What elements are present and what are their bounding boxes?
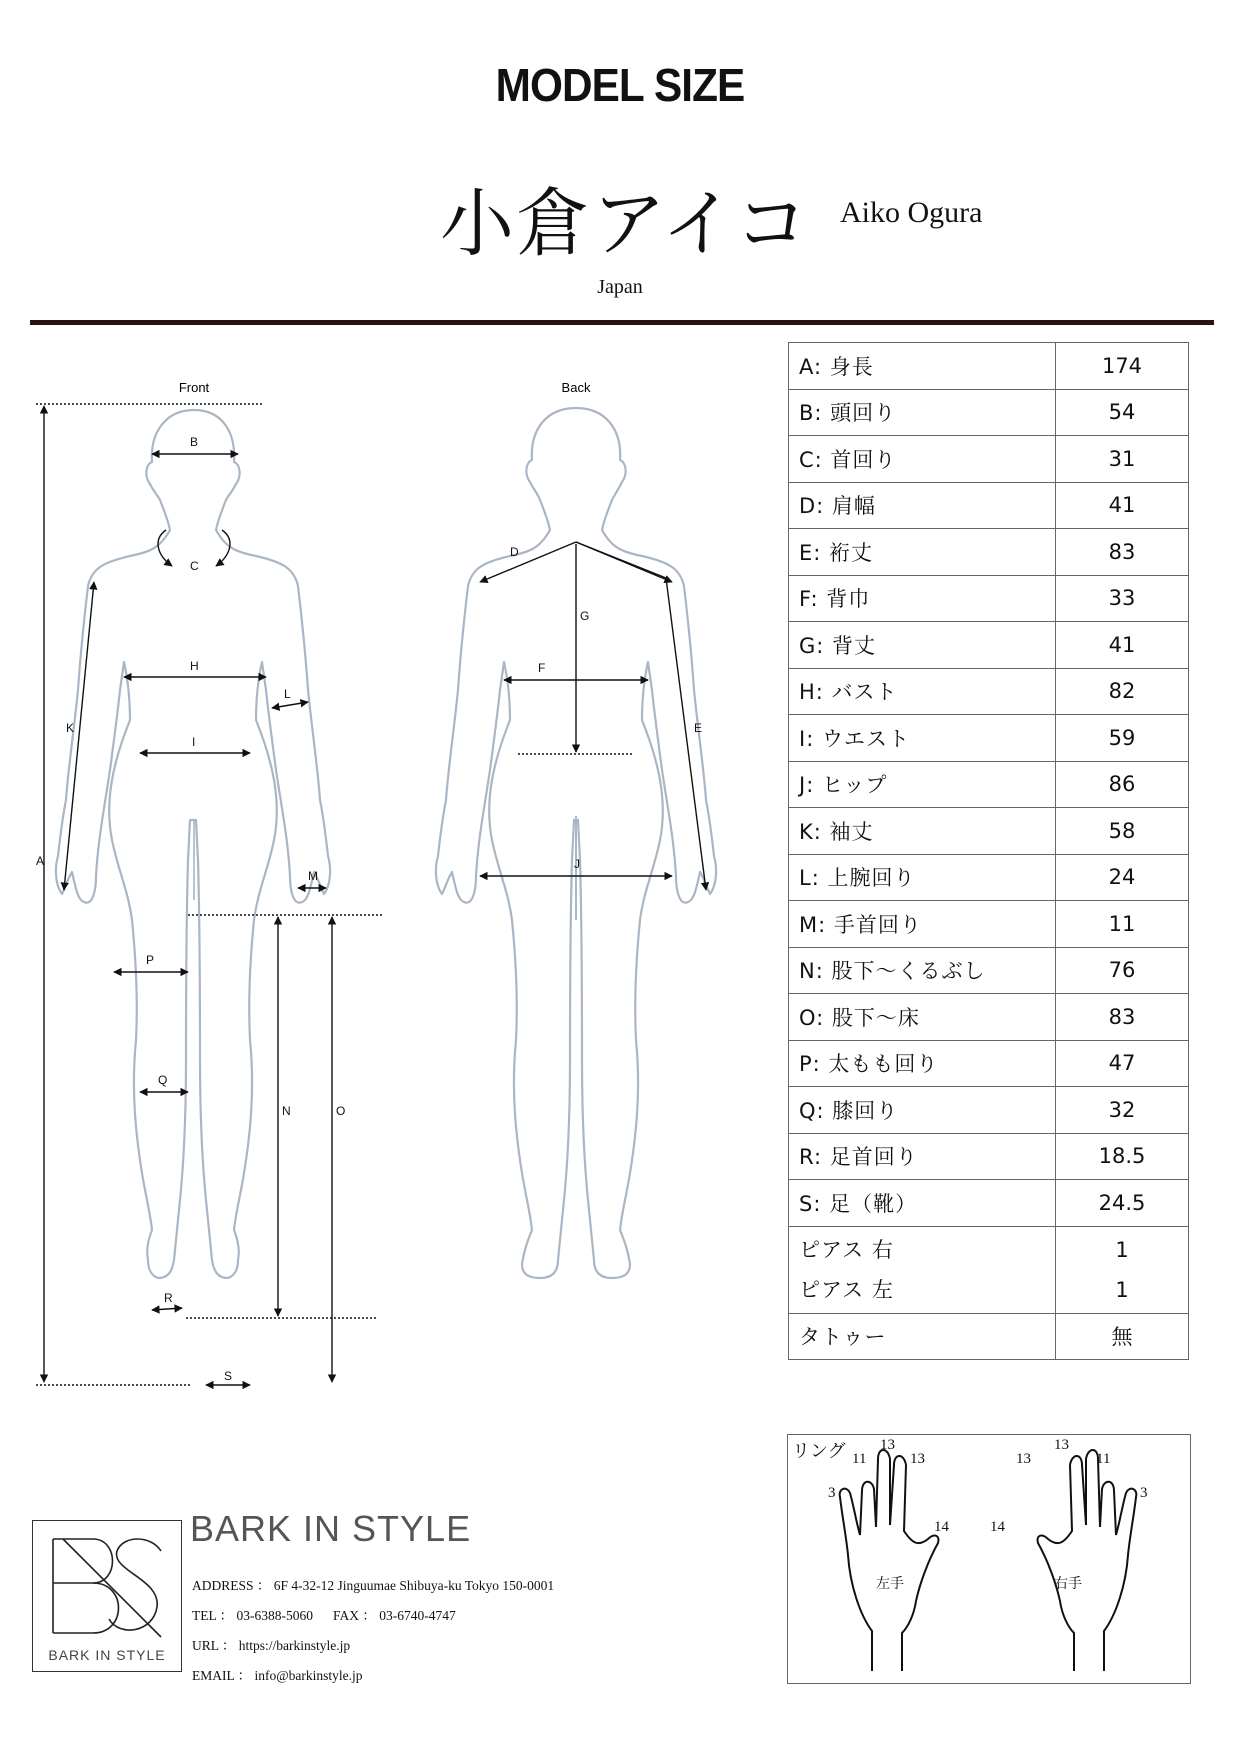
model-name-jp: 小倉アイコ xyxy=(440,181,811,267)
company-brand: BARK IN STYLE xyxy=(190,1508,472,1549)
label-b: B xyxy=(190,435,199,449)
size-label: I: ウエスト xyxy=(789,715,1056,762)
size-row xyxy=(789,1180,1189,1227)
label-n: N xyxy=(282,1104,291,1118)
front-body-outline xyxy=(56,410,330,1278)
label-r: R xyxy=(164,1291,173,1305)
size-row xyxy=(789,761,1189,808)
tattoo-value: 無 xyxy=(1056,1313,1189,1360)
size-value: 54 xyxy=(1056,389,1189,436)
label-f: F xyxy=(538,661,546,675)
left-pinky-size: 3 xyxy=(828,1485,836,1501)
size-row xyxy=(789,901,1189,948)
left-hand-label: 左手 xyxy=(876,1576,904,1592)
size-row xyxy=(789,622,1189,669)
left-index-size: 13 xyxy=(910,1451,925,1467)
label-h: H xyxy=(190,659,199,673)
right-thumb-size: 14 xyxy=(990,1519,1005,1535)
back-label: Back xyxy=(561,380,591,395)
company-phone xyxy=(192,1604,476,1624)
size-label: R: 足首回り xyxy=(789,1133,1056,1180)
size-value: 32 xyxy=(1056,1087,1189,1134)
company-address: ADDRESS ： 6F 4-32-12 Jinguumae Shibuya-ku Tokyo 150-0001 xyxy=(192,1578,555,1593)
label-k: K xyxy=(66,721,75,735)
body-measurement-diagram xyxy=(0,360,780,1400)
company-fax: FAX ： 03-6740-4747 xyxy=(332,1608,456,1623)
size-row xyxy=(789,436,1189,483)
size-value: 82 xyxy=(1056,668,1189,715)
size-value: 83 xyxy=(1056,994,1189,1041)
left-thumb-size: 14 xyxy=(934,1519,949,1535)
front-label: Front xyxy=(178,380,210,395)
page-title: MODEL SIZE xyxy=(495,59,745,111)
size-label: H: バスト xyxy=(789,668,1056,715)
size-label: D: 肩幅 xyxy=(789,482,1056,529)
label-d: D xyxy=(510,545,519,559)
label-j: J xyxy=(574,857,580,871)
size-row xyxy=(789,1133,1189,1180)
label-c: C xyxy=(190,559,199,573)
size-label: A: 身長 xyxy=(789,343,1056,390)
label-o: O xyxy=(336,1104,346,1118)
piercing-right-label: ピアス 右 xyxy=(799,1237,894,1262)
logo-text: BARK IN STYLE xyxy=(48,1647,166,1663)
size-value: 58 xyxy=(1056,808,1189,855)
label-i: I xyxy=(192,735,196,749)
size-label: L: 上腕回り xyxy=(789,854,1056,901)
size-value: 41 xyxy=(1056,622,1189,669)
size-row xyxy=(789,947,1189,994)
size-label: S: 足（靴） xyxy=(789,1180,1056,1227)
company-tel: TEL ： 03-6388-5060 xyxy=(192,1608,313,1623)
size-value: 174 xyxy=(1056,343,1189,390)
size-row xyxy=(789,389,1189,436)
size-row xyxy=(789,529,1189,576)
right-hand-label: 右手 xyxy=(1054,1576,1082,1592)
label-l: L xyxy=(284,687,291,701)
hands-outline xyxy=(788,1435,1190,1683)
left-middle-size: 13 xyxy=(880,1437,895,1453)
size-label: P: 太もも回り xyxy=(789,1040,1056,1087)
ring-label: リング xyxy=(792,1441,846,1462)
size-value: 59 xyxy=(1056,715,1189,762)
size-value: 24.5 xyxy=(1056,1180,1189,1227)
size-row xyxy=(789,668,1189,715)
size-label: B: 頭回り xyxy=(789,389,1056,436)
right-index-size: 13 xyxy=(1016,1451,1031,1467)
size-label: M: 手首回り xyxy=(789,901,1056,948)
label-g: G xyxy=(580,609,590,623)
size-row xyxy=(789,808,1189,855)
size-label: F: 背巾 xyxy=(789,575,1056,622)
size-table xyxy=(788,342,1189,1360)
right-hand-outline xyxy=(1038,1450,1137,1671)
size-row xyxy=(789,482,1189,529)
size-label: C: 首回り xyxy=(789,436,1056,483)
size-row xyxy=(789,575,1189,622)
size-value: 31 xyxy=(1056,436,1189,483)
size-value: 47 xyxy=(1056,1040,1189,1087)
size-label: K: 袖丈 xyxy=(789,808,1056,855)
size-row xyxy=(789,1040,1189,1087)
piercing-row xyxy=(789,1226,1189,1313)
size-row xyxy=(789,1087,1189,1134)
tattoo-row xyxy=(789,1313,1189,1360)
size-value: 76 xyxy=(1056,947,1189,994)
right-ring-size: 11 xyxy=(1096,1451,1111,1467)
size-value: 33 xyxy=(1056,575,1189,622)
label-s: S xyxy=(224,1369,233,1383)
size-value: 41 xyxy=(1056,482,1189,529)
right-pinky-size: 3 xyxy=(1140,1485,1148,1501)
size-value: 86 xyxy=(1056,761,1189,808)
company-logo xyxy=(32,1520,182,1672)
piercing-right-value: 1 xyxy=(1115,1237,1129,1262)
size-label: O: 股下〜床 xyxy=(789,994,1056,1041)
company-url[interactable]: URL ： https://barkinstyle.jp xyxy=(192,1638,351,1653)
size-label: Q: 膝回り xyxy=(789,1087,1056,1134)
size-row xyxy=(789,343,1189,390)
size-value: 83 xyxy=(1056,529,1189,576)
model-name-en: Aiko Ogura xyxy=(840,196,983,229)
label-q: Q xyxy=(158,1073,168,1087)
header-divider xyxy=(30,320,1214,325)
size-row xyxy=(789,994,1189,1041)
left-ring-size: 11 xyxy=(852,1451,867,1467)
ring-size-panel xyxy=(787,1434,1191,1684)
label-m: M xyxy=(308,869,318,883)
size-label: J: ヒップ xyxy=(789,761,1056,808)
company-email[interactable]: EMAIL ： info@barkinstyle.jp xyxy=(192,1668,363,1683)
size-label: N: 股下〜くるぶし xyxy=(789,947,1056,994)
size-label: E: 裄丈 xyxy=(789,529,1056,576)
size-value: 18.5 xyxy=(1056,1133,1189,1180)
label-a: A xyxy=(36,854,45,868)
label-p: P xyxy=(146,953,155,967)
right-middle-size: 13 xyxy=(1054,1437,1069,1453)
left-hand-outline xyxy=(840,1450,939,1671)
piercing-left-value: 1 xyxy=(1115,1277,1129,1302)
model-country: Japan xyxy=(597,276,643,298)
size-value: 24 xyxy=(1056,854,1189,901)
size-value: 11 xyxy=(1056,901,1189,948)
size-row xyxy=(789,715,1189,762)
size-label: G: 背丈 xyxy=(789,622,1056,669)
size-row xyxy=(789,854,1189,901)
tattoo-label: タトゥー xyxy=(789,1313,1056,1360)
label-e: E xyxy=(694,721,703,735)
piercing-left-label: ピアス 左 xyxy=(799,1277,894,1302)
